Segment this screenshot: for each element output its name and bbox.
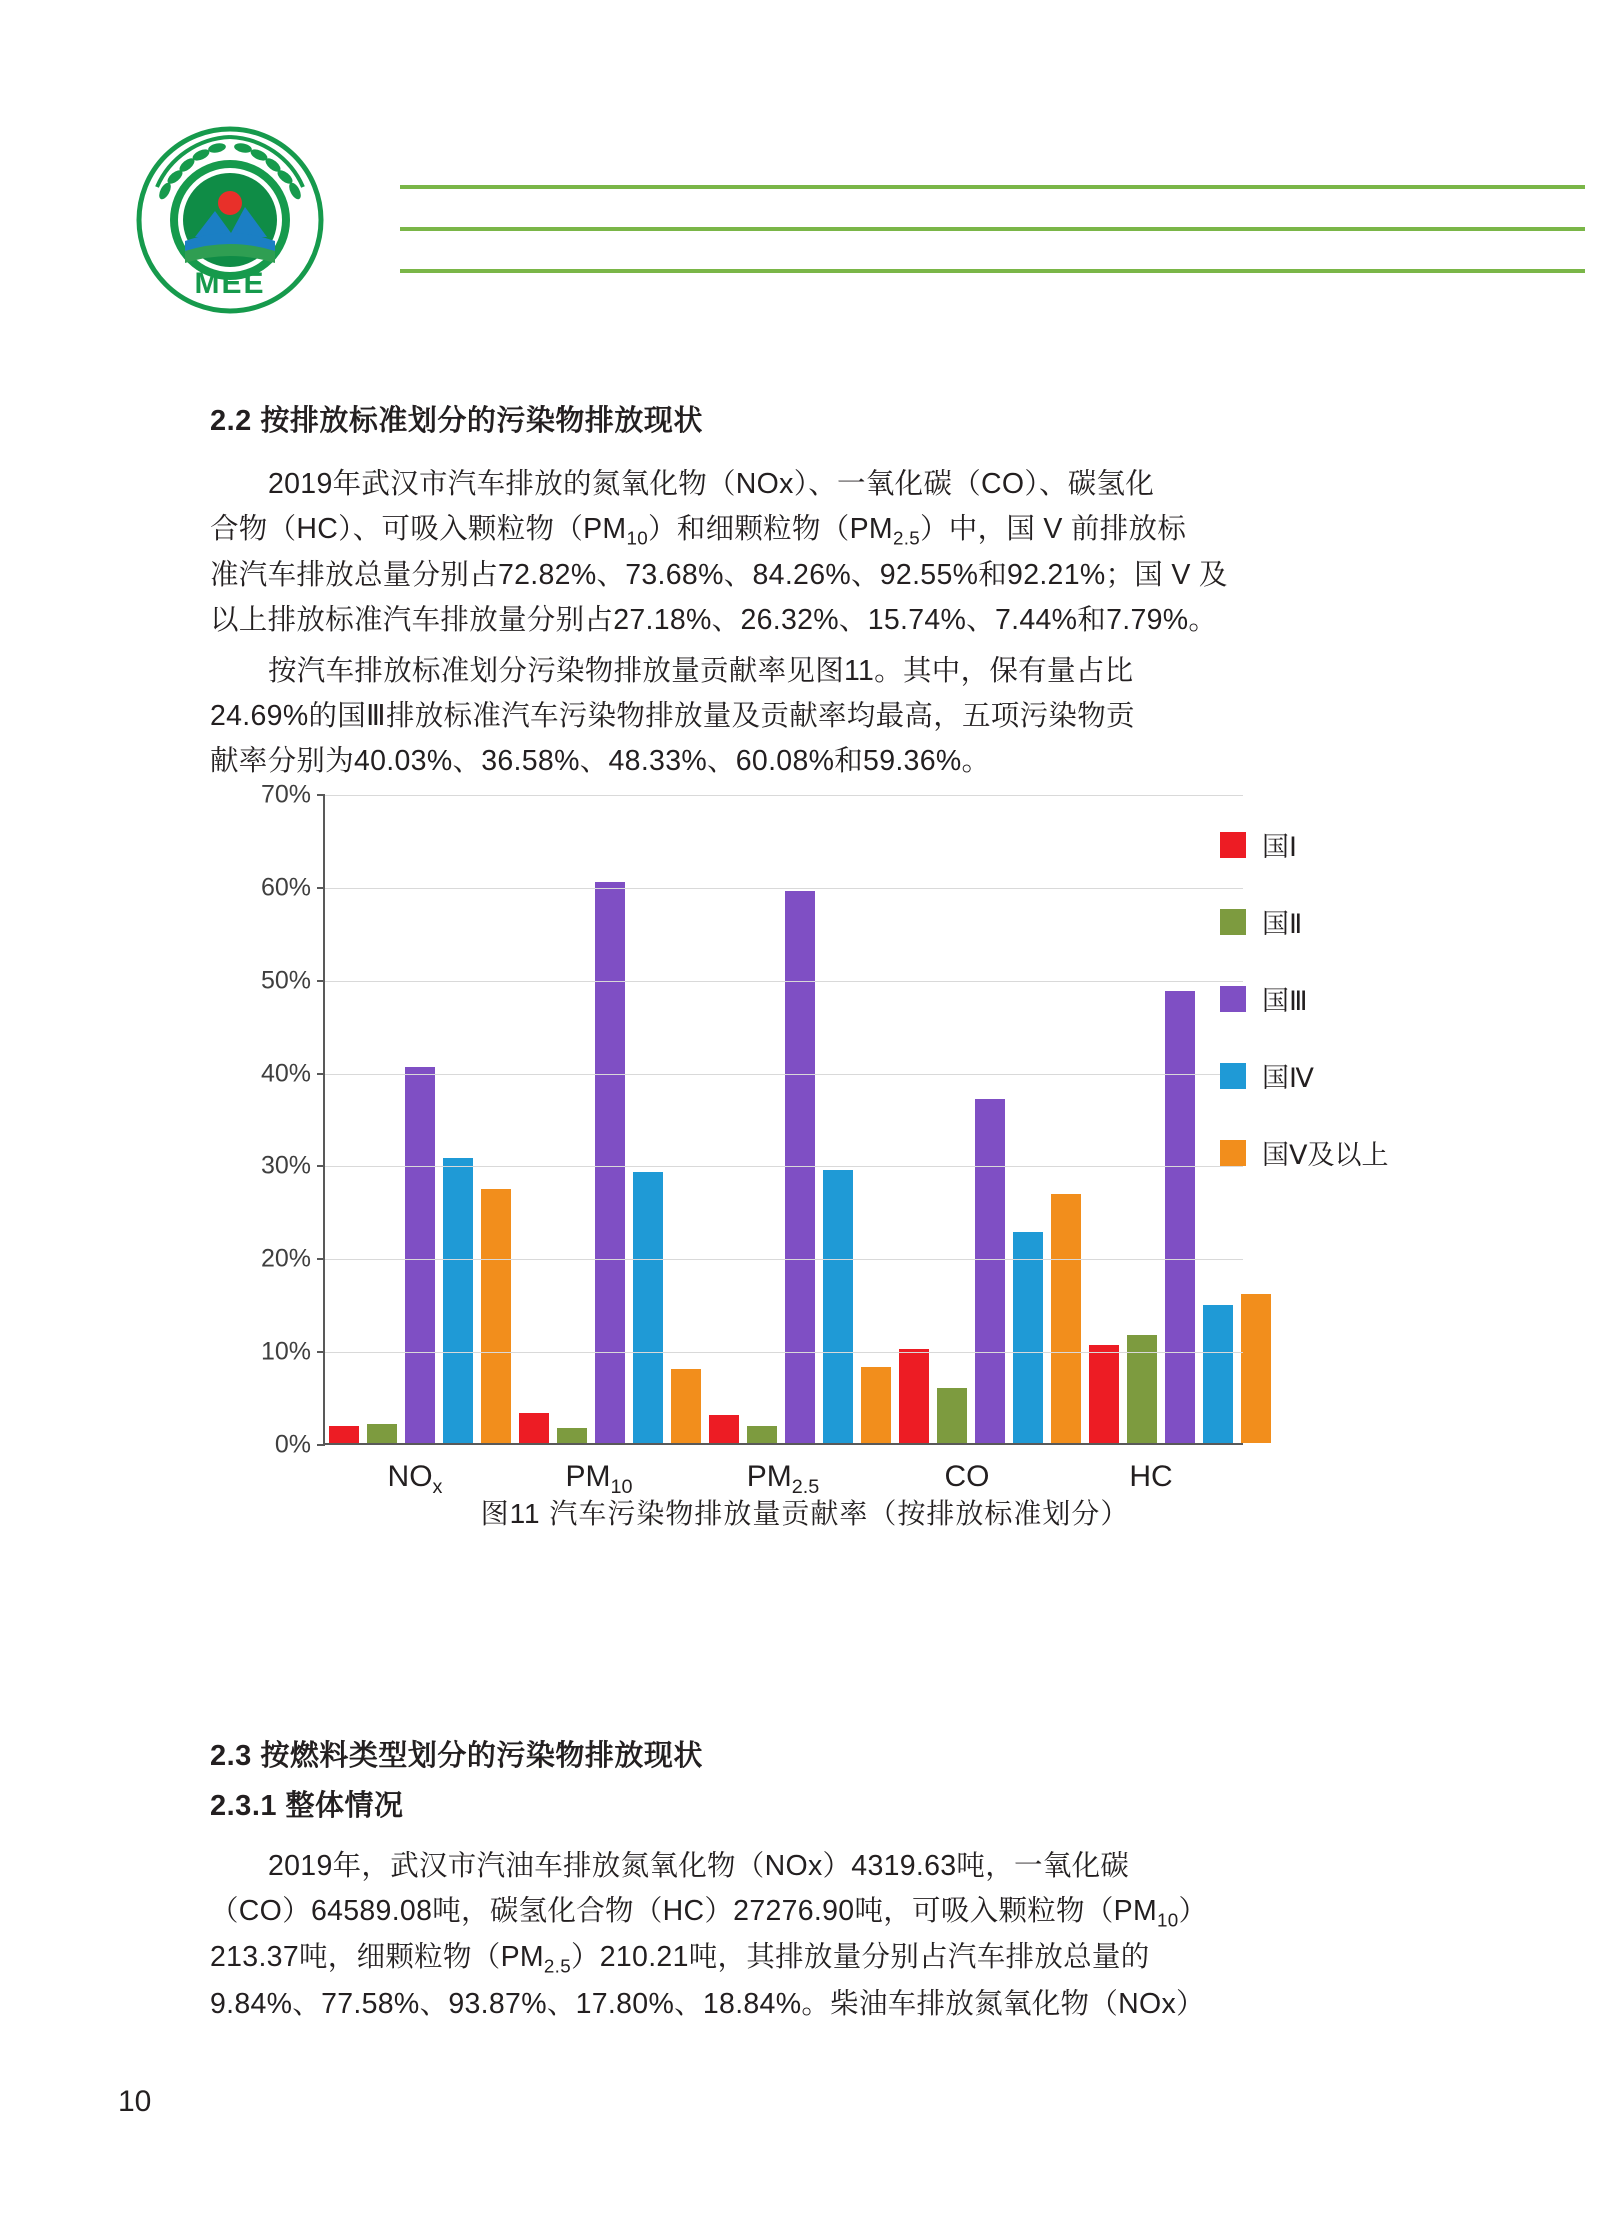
- p222-line1: 按汽车排放标准划分污染物排放量贡献率见图11。其中，保有量占比: [268, 654, 1134, 687]
- chart-y-tick-mark: [317, 887, 325, 889]
- chart-y-tick-label: 60%: [260, 873, 311, 902]
- chart-gridline: [325, 1166, 1243, 1167]
- heading-2-3: 2.3 按燃料类型划分的污染物排放现状: [210, 1740, 703, 1772]
- legend-label: 国Ⅰ: [1262, 832, 1297, 862]
- chart-bar: [557, 1428, 587, 1443]
- chart-bar: [1051, 1194, 1081, 1443]
- heading-2-2: 2.2 按排放标准划分的污染物排放现状: [210, 405, 703, 437]
- chart-plot-area: [260, 780, 1243, 1459]
- chart-legend: [1220, 825, 1410, 1210]
- legend-item: [1220, 1056, 1410, 1095]
- heading-2-3-1: 2.3.1 整体情况: [210, 1789, 404, 1822]
- legend-swatch: [1220, 909, 1246, 935]
- chart-gridline: [325, 795, 1243, 796]
- paragraph-2-2-1: [210, 462, 1400, 643]
- chart-y-tick-mark: [317, 980, 325, 982]
- chart-bar: [481, 1189, 511, 1443]
- p2311-line2: （CO）64589.08吨，碳氢化合物（HC）27276.90吨，可吸入颗粒物$(PM_{10})$: [210, 1895, 1208, 1931]
- legend-swatch: [1220, 1140, 1246, 1166]
- chart-group: [515, 795, 705, 1443]
- chart-gridline: [325, 1259, 1243, 1260]
- chart-bar: [747, 1426, 777, 1443]
- chart-gridline: [325, 1074, 1243, 1075]
- legend-label: 国Ⅱ: [1262, 909, 1303, 939]
- chart-y-tick-label: 50%: [260, 966, 311, 995]
- p222-line3: 献率分别为40.03%、36.58%、48.33%、60.08%和59.36%。: [210, 744, 991, 777]
- chart-group: [705, 795, 895, 1443]
- chart-bar: [1089, 1345, 1119, 1443]
- chart-gridline: [325, 888, 1243, 889]
- legend-item: [1220, 902, 1410, 941]
- legend-item: [1220, 825, 1410, 864]
- chart-bar: [1203, 1305, 1233, 1443]
- chart-y-tick-label: 20%: [260, 1244, 311, 1273]
- chart-y-tick-mark: [317, 1351, 325, 1353]
- chart-y-tick-mark: [317, 1258, 325, 1260]
- header-rule-3: [400, 269, 1585, 273]
- logo-text: MEE: [194, 267, 266, 300]
- chart-x-label: CO: [944, 1460, 990, 1493]
- paragraph-2-3-1-1: [210, 1844, 1400, 2027]
- chart-x-label: $PM_{10}$: [565, 1460, 633, 1498]
- chart-bar: [1165, 991, 1195, 1443]
- figure-caption: 图11 汽车污染物排放量贡献率（按排放标准划分）: [480, 1498, 1130, 1529]
- chart-y-tick-label: 10%: [260, 1337, 311, 1366]
- section-2-3: [210, 1735, 1400, 2033]
- chart-gridline: [325, 981, 1243, 982]
- chart-bar: [1013, 1232, 1043, 1443]
- header-rule-2: [400, 227, 1585, 231]
- chart-y-tick-mark: [317, 794, 325, 796]
- chart-bar: [899, 1349, 929, 1443]
- legend-swatch: [1220, 1063, 1246, 1089]
- chart-bar: [709, 1415, 739, 1443]
- chart-gridline: [325, 1352, 1243, 1353]
- legend-label: 国Ⅳ: [1262, 1063, 1314, 1093]
- chart-bar: [595, 882, 625, 1443]
- p222-line2: 24.69%的国Ⅲ排放标准汽车污染物排放量及贡献率均最高，五项污染物贡: [210, 699, 1135, 732]
- chart-x-label: $PM_{2.5}$: [746, 1460, 820, 1498]
- chart-bar: [823, 1170, 853, 1443]
- p2311-line3: 213.37吨，细颗粒物$(PM_{2.5})210.21$吨，其排放量分别占汽车排放总量的: [210, 1941, 1150, 1978]
- mee-logo: [135, 125, 325, 315]
- chart-bar: [519, 1413, 549, 1443]
- header-rule-1: [400, 185, 1585, 189]
- p2311-line1: 2019年，武汉市汽油车排放氮氧化物（NOx）4319.63吨，一氧化碳: [268, 1850, 1130, 1882]
- chart-bar: [671, 1369, 701, 1443]
- chart-bar: [443, 1158, 473, 1443]
- page-header: [0, 0, 1610, 300]
- header-rules: [400, 185, 1585, 273]
- chart-bar: [975, 1099, 1005, 1444]
- section-2-2: [210, 400, 1400, 790]
- chart-bar: [633, 1172, 663, 1443]
- page-number: 10: [118, 2085, 152, 2118]
- chart-y-tick-mark: [317, 1165, 325, 1167]
- chart-x-label: $NO_x$: [387, 1460, 443, 1498]
- p221-line3: 准汽车排放总量分别占72.82%、73.68%、84.26%、92.55%和92.21%；国 V 及: [210, 558, 1228, 591]
- legend-label: 国Ⅲ: [1262, 986, 1308, 1016]
- chart-bar-groups: [325, 795, 1243, 1443]
- chart-y-tick-label: 40%: [260, 1059, 311, 1088]
- legend-item: [1220, 979, 1410, 1018]
- chart-group: [895, 795, 1085, 1443]
- chart-y-tick-mark: [317, 1073, 325, 1075]
- chart-y-tick-label: 30%: [260, 1151, 311, 1180]
- p2311-line4: 9.84%、77.58%、93.87%、17.80%、18.84%。柴油车排放氮氧化物（NOx）: [210, 1987, 1205, 2020]
- figure-11: [210, 770, 1400, 1560]
- p221-line2: 合物（HC）、可吸入颗粒物$(PM_{10})$和细颗粒物$(PM_{2.5})$中，国 V 前排放标: [210, 512, 1187, 549]
- chart-y-tick-label: 70%: [260, 780, 311, 809]
- chart-y-tick-label: 0%: [274, 1430, 311, 1459]
- bar-chart: [210, 770, 1400, 1498]
- chart-bar: [1241, 1294, 1271, 1444]
- chart-x-label: HC: [1129, 1460, 1173, 1493]
- chart-y-tick-mark: [317, 1444, 325, 1446]
- paragraph-2-2-2: [210, 649, 1400, 784]
- chart-bar: [861, 1367, 891, 1443]
- chart-bar: [329, 1426, 359, 1443]
- legend-swatch: [1220, 986, 1246, 1012]
- legend-swatch: [1220, 832, 1246, 858]
- p221-line4: 以上排放标准汽车排放量分别占27.18%、26.32%、15.74%、7.44%和7.79%。: [210, 603, 1218, 636]
- legend-label: 国Ⅴ及以上: [1262, 1140, 1389, 1170]
- legend-item: [1220, 1133, 1410, 1172]
- chart-group: [325, 795, 515, 1443]
- chart-bar: [937, 1388, 967, 1443]
- p221-line1: 2019年武汉市汽车排放的氮氧化物（NOx）、一氧化碳（CO）、碳氢化: [268, 467, 1155, 500]
- chart-bar: [367, 1424, 397, 1443]
- chart-bar: [405, 1067, 435, 1443]
